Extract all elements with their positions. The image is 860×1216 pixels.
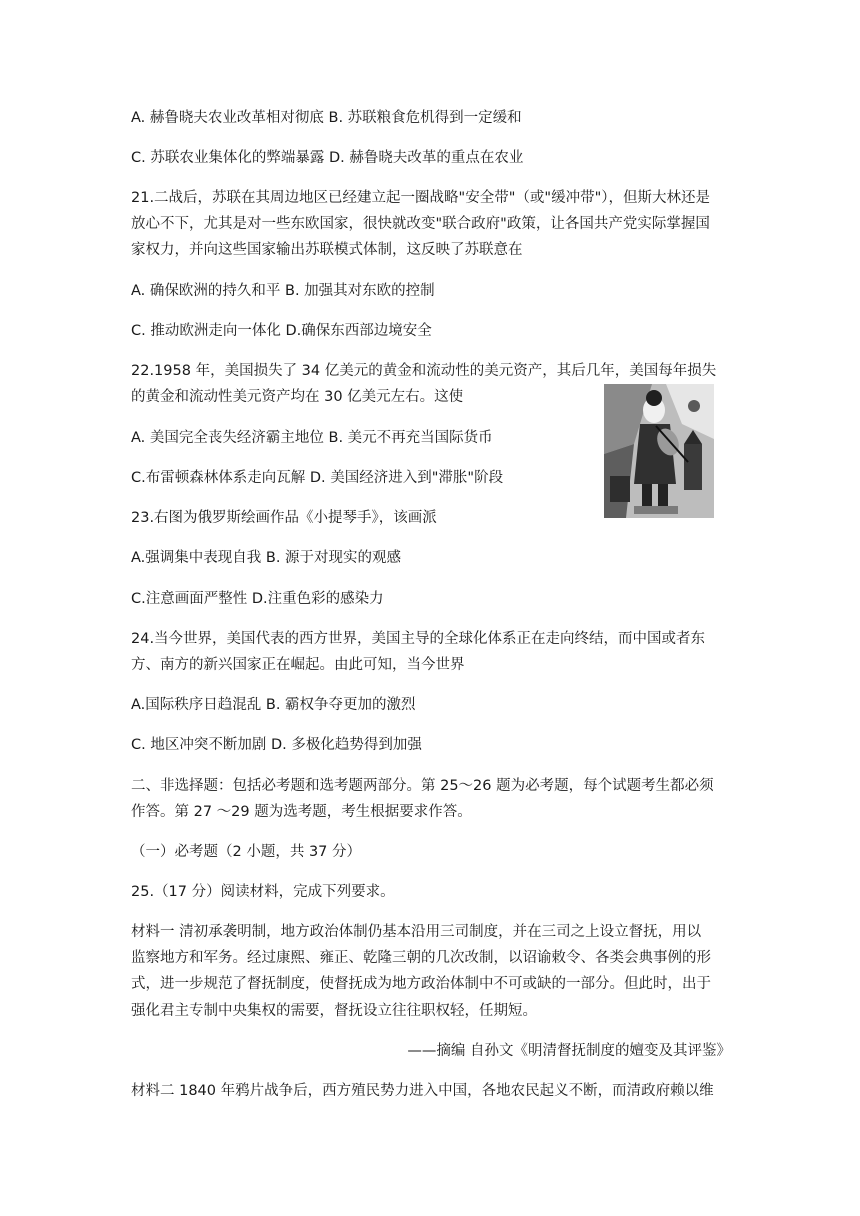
violinist-painting-image [604,384,714,518]
q22-options-ab: A. 美国完全丧失经济霸主地位 B. 美元不再充当国际货币 [131,430,493,446]
q21-options-ab: A. 确保欧洲的持久和平 B. 加强其对东欧的控制 [131,283,435,299]
material2-line1: 材料二 1840 年鸦片战争后，西方殖民势力进入中国，各地农民起义不断，而清政府赖以维 [131,1083,714,1099]
q24-options-cd: C. 地区冲突不断加剧 D. 多极化趋势得到加强 [131,737,422,753]
required-heading: （一）必考题（2 小题，共 37 分） [131,844,362,860]
material1-source: ——摘编 自孙文《明清督抚制度的嬗变及其评鉴》 [407,1043,731,1059]
material1-line3: 式，进一步规范了督抚制度，使督抚成为地方政治体制中不可或缺的一部分。但此时，出于 [131,976,711,992]
material1-line2: 监察地方和军务。经过康熙、雍正、乾隆三朝的几次改制，以诏谕敕令、各类会典事例的形 [131,950,711,966]
q24-stem-line1: 24.当今世界，美国代表的西方世界，美国主导的全球化体系正在走向终结，而中国或者东 [131,631,706,647]
q24-options-ab: A.国际秩序日趋混乱 B. 霸权争夺更加的激烈 [131,697,416,713]
material1-line1: 材料一 清初承袭明制，地方政治体制仍基本沿用三司制度，并在三司之上设立督抚，用以 [131,924,702,940]
q21-options-cd: C. 推动欧洲走向一体化 D.确保东西部边境安全 [131,323,432,339]
q25-heading: 25.（17 分）阅读材料，完成下列要求。 [131,884,395,900]
q22-stem-line2: 的黄金和流动性美元资产均在 30 亿美元左右。这使 [131,389,464,405]
q21-stem-line2: 放心不下，尤其是对一些东欧国家，很快就改变"联合政府"政策，让各国共产党实际掌握国 [131,216,710,232]
q22-stem-line1: 22.1958 年，美国损失了 34 亿美元的黄金和流动性的美元资产，其后几年，美国每年损失 [131,363,717,379]
q21-stem-line3: 家权力，并向这些国家输出苏联模式体制，这反映了苏联意在 [131,242,523,258]
painting-illustration [604,384,714,518]
section2-intro-line2: 作答。第 27 ～29 题为选考题，考生根据要求作答。 [131,804,472,820]
q20-options-ab: A. 赫鲁晓夫农业改革相对彻底 B. 苏联粮食危机得到一定缓和 [131,110,522,126]
q20-options-cd: C. 苏联农业集体化的弊端暴露 D. 赫鲁晓夫改革的重点在农业 [131,150,524,166]
q22-options-cd: C.布雷顿森林体系走向瓦解 D. 美国经济进入到"滞胀"阶段 [131,470,504,486]
section2-intro-line1: 二、非选择题：包括必考题和选考题两部分。第 25～26 题为必考题，每个试题考生都必须 [131,778,714,794]
q24-stem-line2: 方、南方的新兴国家正在崛起。由此可知，当今世界 [131,657,465,673]
q23-options-cd: C.注意画面严整性 D.注重色彩的感染力 [131,591,384,607]
material1-line4: 强化君主专制中央集权的需要，督抚设立往往职权轻，任期短。 [131,1003,537,1019]
q23-stem: 23.右图为俄罗斯绘画作品《小提琴手》，该画派 [131,510,437,526]
q21-stem-line1: 21.二战后，苏联在其周边地区已经建立起一圈战略"安全带"（或"缓冲带"），但斯大林还是 [131,190,710,206]
q23-options-ab: A.强调集中表现自我 B. 源于对现实的观感 [131,550,402,566]
